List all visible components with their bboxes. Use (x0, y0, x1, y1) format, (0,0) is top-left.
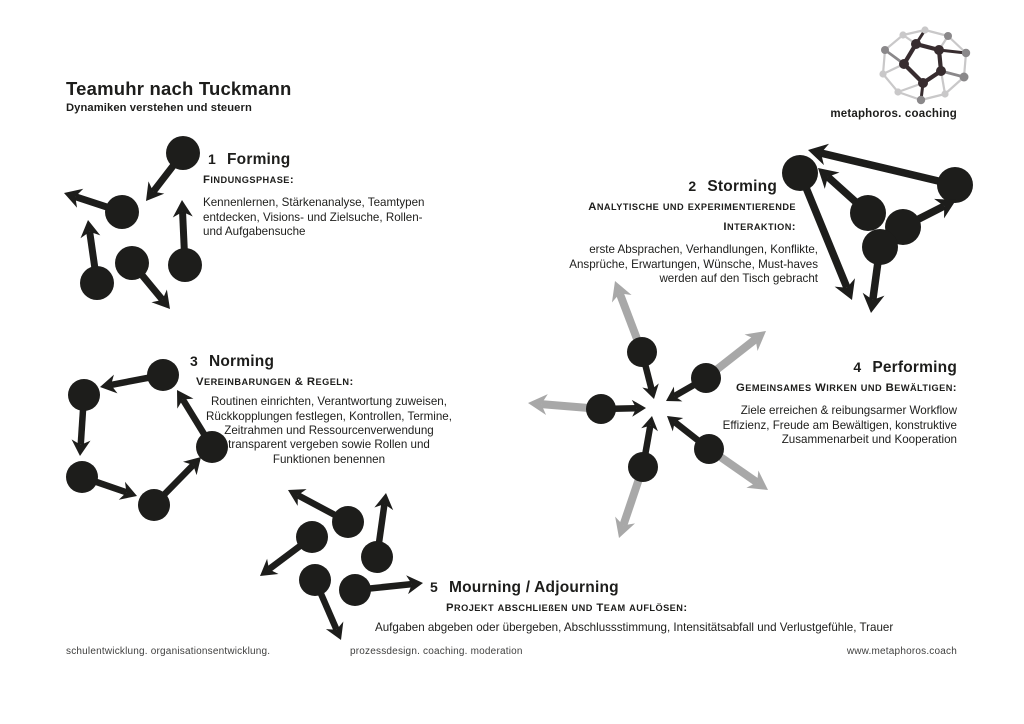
section-forming (203, 151, 453, 239)
section-body-line: werden auf den Tisch gebracht (659, 272, 818, 286)
section-mourning-heading (430, 579, 955, 596)
footer-center: prozessdesign. coaching. moderation (350, 646, 523, 657)
section-number: 4 (853, 359, 862, 375)
brand-label: metaphoros. coaching (830, 108, 957, 120)
section-body-line: Rückkopplungen festlegen, Kontrollen, Termine, (206, 409, 452, 423)
title-block (66, 78, 292, 114)
section-subtitle: INTERAKTION: (723, 221, 796, 234)
section-body (203, 196, 453, 239)
section-name: Mourning / Adjourning (449, 579, 619, 596)
section-number: 3 (190, 353, 198, 369)
section-name: Storming (707, 178, 777, 195)
section-subtitle: GEMEINSAMES WIRKEN UND BEWÄLTIGEN: (736, 382, 957, 394)
metaphoros-logo (873, 26, 977, 106)
section-body-line: Zusammenarbeit und Kooperation (781, 432, 957, 446)
section-norming-heading (190, 353, 468, 370)
section-name: Forming (227, 151, 291, 168)
section-performing-heading (700, 359, 957, 376)
section-body-line: erste Absprachen, Verhandlungen, Konflikte, (589, 243, 818, 257)
section-body-line: Kennenlernen, Stärkenanalyse, Teamtypen (203, 196, 425, 210)
section-performing (700, 359, 957, 447)
section-body (700, 404, 957, 447)
section-forming-heading (208, 151, 453, 168)
page-title: Teamuhr nach Tuckmann (66, 78, 292, 99)
section-number: 2 (688, 178, 697, 194)
section-body-line: Ziele erreichen & reibungsarmer Workflow (740, 404, 957, 418)
footer-left: schulentwicklung. organisationsentwicklung. (66, 646, 271, 657)
section-name: Performing (872, 359, 957, 376)
footer-website: www.metaphoros.coach (846, 646, 957, 657)
section-mourning-adjourning (375, 579, 955, 636)
section-body-line: Aufgaben abgeben oder übergeben, Abschlussstimmung, Intensitätsabfall und Verlustgefühle, Trauer (375, 621, 894, 635)
section-body-line: transparent vergeben sowie Rollen und (228, 438, 430, 452)
section-subtitle: PROJEKT ABSCHLIEßEN UND TEAM AUFLÖSEN: (446, 602, 688, 614)
section-storming-heading (557, 178, 777, 195)
section-number: 1 (208, 151, 216, 167)
section-storming (557, 178, 818, 287)
section-number: 5 (430, 579, 438, 595)
section-body-line: entdecken, Visions- und Zielsuche, Rollen- (203, 210, 423, 224)
section-body-line: Zeitrahmen und Ressourcenverwendung (224, 423, 434, 437)
section-body-line: Funktionen benennen (272, 452, 386, 466)
section-subtitle: VEREINBARUNGEN & REGELN: (196, 376, 354, 388)
section-name: Norming (209, 353, 275, 370)
section-body-line: Effizienz, Freude am Bewältigen, konstruktive (722, 418, 957, 432)
section-body (190, 395, 468, 467)
section-body (375, 621, 955, 635)
page-subtitle: Dynamiken verstehen und steuern (66, 102, 252, 114)
section-norming (190, 353, 468, 467)
section-subtitle: FINDUNGSPHASE: (203, 174, 295, 186)
section-body (557, 243, 818, 286)
section-body-line: Ansprüche, Erwartungen, Wünsche, Must-haves (569, 257, 818, 271)
section-body-line: Routinen einrichten, Verantwortung zuweisen, (211, 395, 447, 409)
section-body-line: und Aufgabensuche (203, 224, 306, 238)
figure-forming-scatter (64, 136, 202, 309)
molecule-network-icon (879, 26, 970, 104)
section-subtitle: ANALYTISCHE UND EXPERIMENTIERENDE (588, 201, 796, 213)
